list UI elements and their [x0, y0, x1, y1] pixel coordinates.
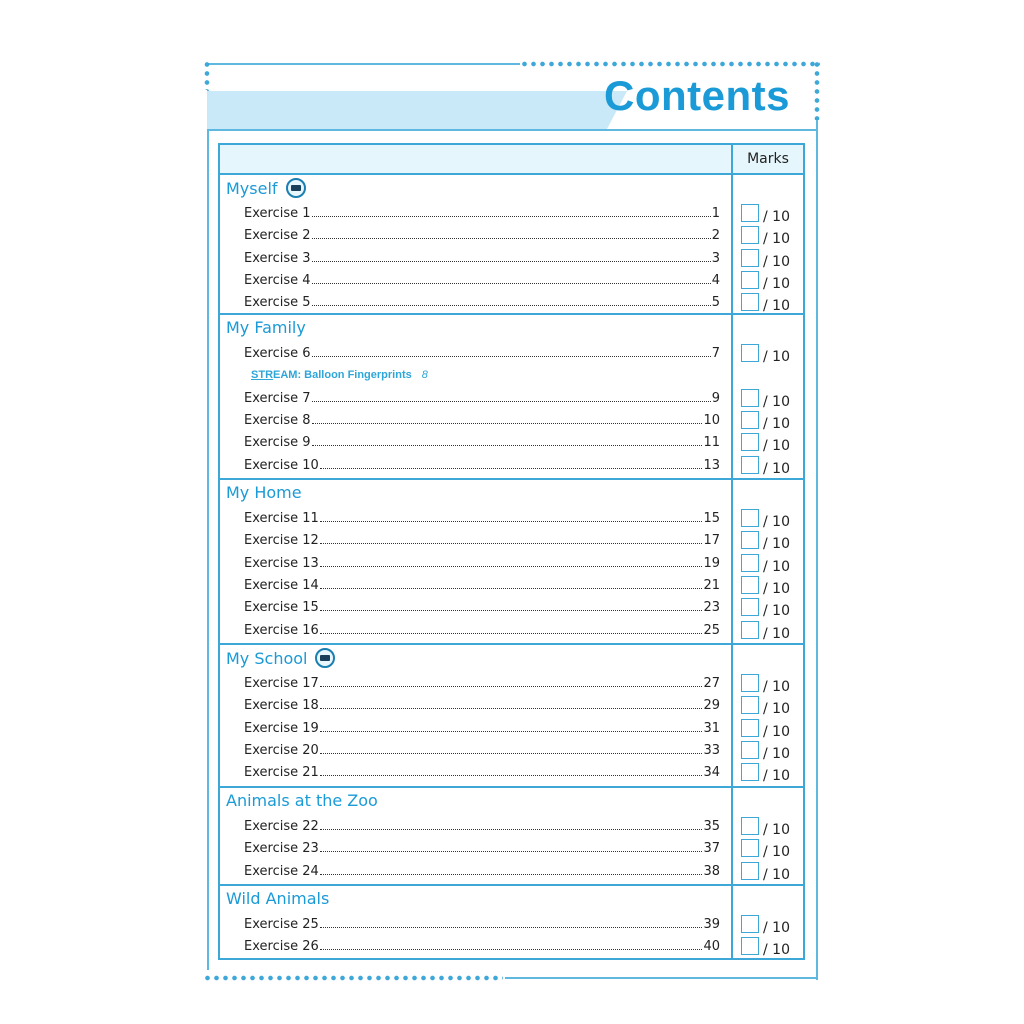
score-box[interactable] — [741, 621, 759, 639]
score-box[interactable] — [741, 531, 759, 549]
page-number: 29 — [703, 698, 720, 714]
marks-entry — [741, 269, 790, 292]
exercise-row — [244, 673, 720, 691]
dot-leader — [312, 445, 703, 446]
dot-leader — [312, 216, 711, 217]
marks-entry — [741, 529, 790, 553]
marks-entry — [741, 574, 790, 597]
marks-entry — [741, 596, 790, 620]
page-number: 38 — [703, 863, 720, 879]
score-box[interactable] — [741, 249, 759, 267]
page-number: 5 — [711, 295, 720, 311]
score-box[interactable] — [741, 937, 759, 955]
exercise-row — [244, 936, 720, 954]
marks-entry — [741, 202, 790, 225]
score-box[interactable] — [741, 839, 759, 857]
section-title-text: My Family — [226, 318, 306, 337]
score-box[interactable] — [741, 389, 759, 407]
dot-leader — [312, 238, 711, 239]
dot-leader — [320, 874, 703, 875]
marks-entry — [741, 224, 790, 248]
page-number: 37 — [703, 841, 720, 857]
exercise-label: Exercise 12 — [244, 533, 319, 549]
marks-entry — [741, 761, 790, 785]
section-title-text: Wild Animals — [226, 889, 330, 908]
marks-out-of: / 10 — [763, 415, 790, 432]
page-number: 10 — [703, 412, 720, 428]
exercise-row — [244, 553, 720, 571]
exercise-label: Exercise 19 — [244, 720, 319, 736]
score-box[interactable] — [741, 741, 759, 759]
exercise-label: Exercise 24 — [244, 863, 319, 879]
score-box[interactable] — [741, 509, 759, 527]
exercise-row — [244, 248, 720, 266]
marks-entry — [741, 507, 790, 530]
top-dotted-border — [520, 60, 820, 68]
marks-entry — [741, 342, 790, 365]
exercise-label: Exercise 17 — [244, 676, 319, 691]
top-frame-line — [208, 63, 520, 65]
exercise-row — [244, 718, 720, 736]
exercise-label: Exercise 25 — [244, 917, 319, 932]
score-box[interactable] — [741, 674, 759, 692]
exercise-label: Exercise 20 — [244, 742, 319, 758]
marks-entry — [741, 552, 790, 575]
page-number: 4 — [711, 272, 720, 288]
exercise-label: Exercise 21 — [244, 765, 319, 781]
bottom-dotted-border — [203, 974, 503, 982]
marks-entry — [741, 935, 790, 959]
section-divider — [220, 884, 803, 886]
dot-leader — [320, 775, 703, 776]
score-box[interactable] — [741, 293, 759, 311]
section-title — [226, 648, 335, 668]
score-box[interactable] — [741, 456, 759, 474]
marks-out-of: / 10 — [763, 298, 790, 315]
dot-leader — [320, 633, 703, 634]
dot-leader — [320, 543, 703, 544]
exercise-row — [244, 455, 720, 473]
score-box[interactable] — [741, 204, 759, 222]
marks-out-of: / 10 — [763, 275, 790, 292]
dot-leader — [320, 588, 703, 589]
marks-out-of: / 10 — [763, 679, 790, 695]
page-number: 3 — [711, 250, 720, 266]
exercise-row — [244, 270, 720, 288]
marks-out-of: / 10 — [763, 768, 790, 785]
marks-out-of: / 10 — [763, 558, 790, 575]
page-number: 27 — [703, 676, 720, 691]
marks-out-of: / 10 — [763, 460, 790, 477]
page-number: 1 — [711, 206, 720, 221]
exercise-row — [244, 225, 720, 243]
score-box[interactable] — [741, 344, 759, 362]
marks-out-of: / 10 — [763, 438, 790, 455]
exercise-label: Exercise 16 — [244, 622, 319, 638]
dot-leader — [320, 521, 703, 522]
marks-out-of: / 10 — [763, 822, 790, 838]
score-box[interactable] — [741, 598, 759, 616]
book-icon — [286, 178, 306, 198]
page-number: 19 — [703, 555, 720, 571]
marks-entry — [741, 387, 790, 410]
marks-entry — [741, 619, 790, 642]
score-box[interactable] — [741, 915, 759, 933]
exercise-label: Exercise 14 — [244, 577, 319, 593]
exercise-row — [244, 620, 720, 638]
exercise-label: Exercise 7 — [244, 390, 311, 406]
marks-entry — [741, 694, 790, 718]
exercise-label: Exercise 18 — [244, 698, 319, 714]
bottom-frame-line — [505, 977, 818, 979]
exercise-label: Exercise 9 — [244, 435, 311, 451]
marks-entry — [741, 247, 790, 270]
table-header — [220, 145, 803, 175]
marks-out-of: / 10 — [763, 393, 790, 410]
page-number: 15 — [703, 511, 720, 526]
section-title-text: Animals at the Zoo — [226, 791, 378, 810]
marks-entry — [741, 431, 790, 455]
exercise-row — [244, 388, 720, 406]
marks-out-of: / 10 — [763, 603, 790, 620]
section-title — [226, 483, 302, 502]
marks-entry — [741, 409, 790, 432]
score-box[interactable] — [741, 411, 759, 429]
page-number: 17 — [703, 533, 720, 549]
stream-page: 8 — [421, 369, 428, 382]
marks-out-of: / 10 — [763, 745, 790, 762]
marks-entry — [741, 672, 790, 695]
marks-entry — [741, 860, 790, 883]
exercise-label: Exercise 8 — [244, 412, 311, 428]
section-divider — [220, 313, 803, 315]
exercise-row — [244, 575, 720, 593]
page-number: 21 — [703, 577, 720, 593]
page-number: 31 — [703, 720, 720, 736]
exercise-label: Exercise 3 — [244, 250, 311, 266]
section-divider — [220, 786, 803, 788]
exercise-row — [244, 838, 720, 856]
marks-out-of: / 10 — [763, 580, 790, 597]
exercise-label: Exercise 23 — [244, 841, 319, 857]
page-number: 35 — [703, 819, 720, 834]
exercise-label: Exercise 1 — [244, 206, 311, 221]
marks-entry — [741, 717, 790, 740]
marks-out-of: / 10 — [763, 844, 790, 861]
dot-leader — [320, 708, 703, 709]
section-title — [226, 178, 306, 198]
banner-underline — [207, 129, 817, 131]
marks-out-of: / 10 — [763, 253, 790, 270]
dot-leader — [320, 468, 703, 469]
section-title-text: Myself — [226, 178, 278, 198]
marks-out-of: / 10 — [763, 231, 790, 248]
page-number: 34 — [703, 765, 720, 781]
page-number: 7 — [711, 346, 720, 361]
stream-prefix: ST — [251, 369, 266, 382]
stream-text: EAM: Balloon Fingerprints — [273, 369, 412, 382]
exercise-row — [244, 914, 720, 932]
section-title — [226, 318, 306, 337]
score-box[interactable] — [741, 271, 759, 289]
marks-entry — [741, 739, 790, 762]
marks-out-of: / 10 — [763, 625, 790, 642]
marks-out-of: / 10 — [763, 536, 790, 553]
exercise-label: Exercise 13 — [244, 555, 319, 571]
marks-out-of: / 10 — [763, 942, 790, 959]
score-box[interactable] — [741, 817, 759, 835]
exercise-row — [244, 597, 720, 615]
score-box[interactable] — [741, 862, 759, 880]
exercise-label: Exercise 26 — [244, 939, 319, 955]
page-number: 9 — [711, 390, 720, 406]
exercise-label: Exercise 11 — [244, 511, 319, 526]
exercise-label: Exercise 10 — [244, 457, 319, 473]
dot-leader — [320, 949, 703, 950]
page-number: 2 — [711, 228, 720, 244]
marks-entry — [741, 837, 790, 861]
exercise-row — [244, 432, 720, 450]
marks-entry — [741, 291, 790, 315]
exercise-row — [244, 508, 720, 526]
section-divider — [220, 643, 803, 645]
book-icon — [315, 648, 335, 668]
section-title — [226, 889, 329, 908]
exercise-row — [244, 695, 720, 713]
page-number: 23 — [703, 600, 720, 616]
page-title: Contents — [604, 72, 790, 119]
exercise-row — [244, 530, 720, 548]
marks-entry — [741, 815, 790, 838]
page-number: 40 — [703, 939, 720, 955]
stream-middle: R — [265, 369, 274, 382]
left-frame-line — [207, 90, 209, 970]
marks-entry — [741, 454, 790, 477]
score-box[interactable] — [741, 763, 759, 781]
marks-out-of: / 10 — [763, 920, 790, 936]
section-divider — [220, 478, 803, 480]
marks-out-of: / 10 — [763, 349, 790, 365]
exercise-row — [244, 203, 720, 221]
exercise-row — [244, 816, 720, 834]
dot-leader — [320, 610, 703, 611]
dot-leader — [320, 851, 703, 852]
contents-table — [218, 143, 805, 960]
exercise-label: Exercise 15 — [244, 600, 319, 616]
exercise-label: Exercise 6 — [244, 346, 311, 361]
marks-header: Marks — [747, 151, 789, 167]
score-box[interactable] — [741, 433, 759, 451]
dot-leader — [320, 829, 703, 830]
exercise-row — [244, 292, 720, 310]
dot-leader — [320, 927, 703, 928]
stream-activity — [251, 369, 428, 381]
exercise-label: Exercise 5 — [244, 295, 311, 311]
marks-out-of: / 10 — [763, 701, 790, 718]
right-frame-line — [816, 120, 818, 980]
marks-out-of: / 10 — [763, 866, 790, 883]
left-dotted-border — [203, 60, 211, 90]
dot-leader — [312, 356, 711, 357]
dot-leader — [312, 305, 711, 306]
exercise-row — [244, 410, 720, 428]
marks-out-of: / 10 — [763, 209, 790, 225]
exercise-row — [244, 343, 720, 361]
score-box[interactable] — [741, 576, 759, 594]
dot-leader — [320, 566, 703, 567]
dot-leader — [312, 423, 703, 424]
section-title — [226, 791, 378, 810]
dot-leader — [312, 401, 711, 402]
page-number: 39 — [703, 917, 720, 932]
page-number: 33 — [703, 742, 720, 758]
section-title-text: My School — [226, 648, 308, 668]
page-number: 11 — [703, 435, 720, 451]
page-number: 25 — [703, 622, 720, 638]
score-box[interactable] — [741, 226, 759, 244]
exercise-row — [244, 740, 720, 758]
section-title-text: My Home — [226, 483, 302, 502]
exercise-label: Exercise 4 — [244, 272, 311, 288]
marks-out-of: / 10 — [763, 723, 790, 740]
score-box[interactable] — [741, 696, 759, 714]
dot-leader — [312, 261, 711, 262]
marks-column-divider — [731, 145, 733, 958]
exercise-label: Exercise 22 — [244, 819, 319, 834]
exercise-label: Exercise 2 — [244, 228, 311, 244]
marks-entry — [741, 913, 790, 936]
exercise-row — [244, 762, 720, 780]
score-box[interactable] — [741, 554, 759, 572]
dot-leader — [320, 686, 703, 687]
exercise-row — [244, 861, 720, 879]
marks-out-of: / 10 — [763, 514, 790, 530]
dot-leader — [320, 731, 703, 732]
dot-leader — [320, 753, 703, 754]
score-box[interactable] — [741, 719, 759, 737]
page-number: 13 — [703, 457, 720, 473]
dot-leader — [312, 283, 711, 284]
